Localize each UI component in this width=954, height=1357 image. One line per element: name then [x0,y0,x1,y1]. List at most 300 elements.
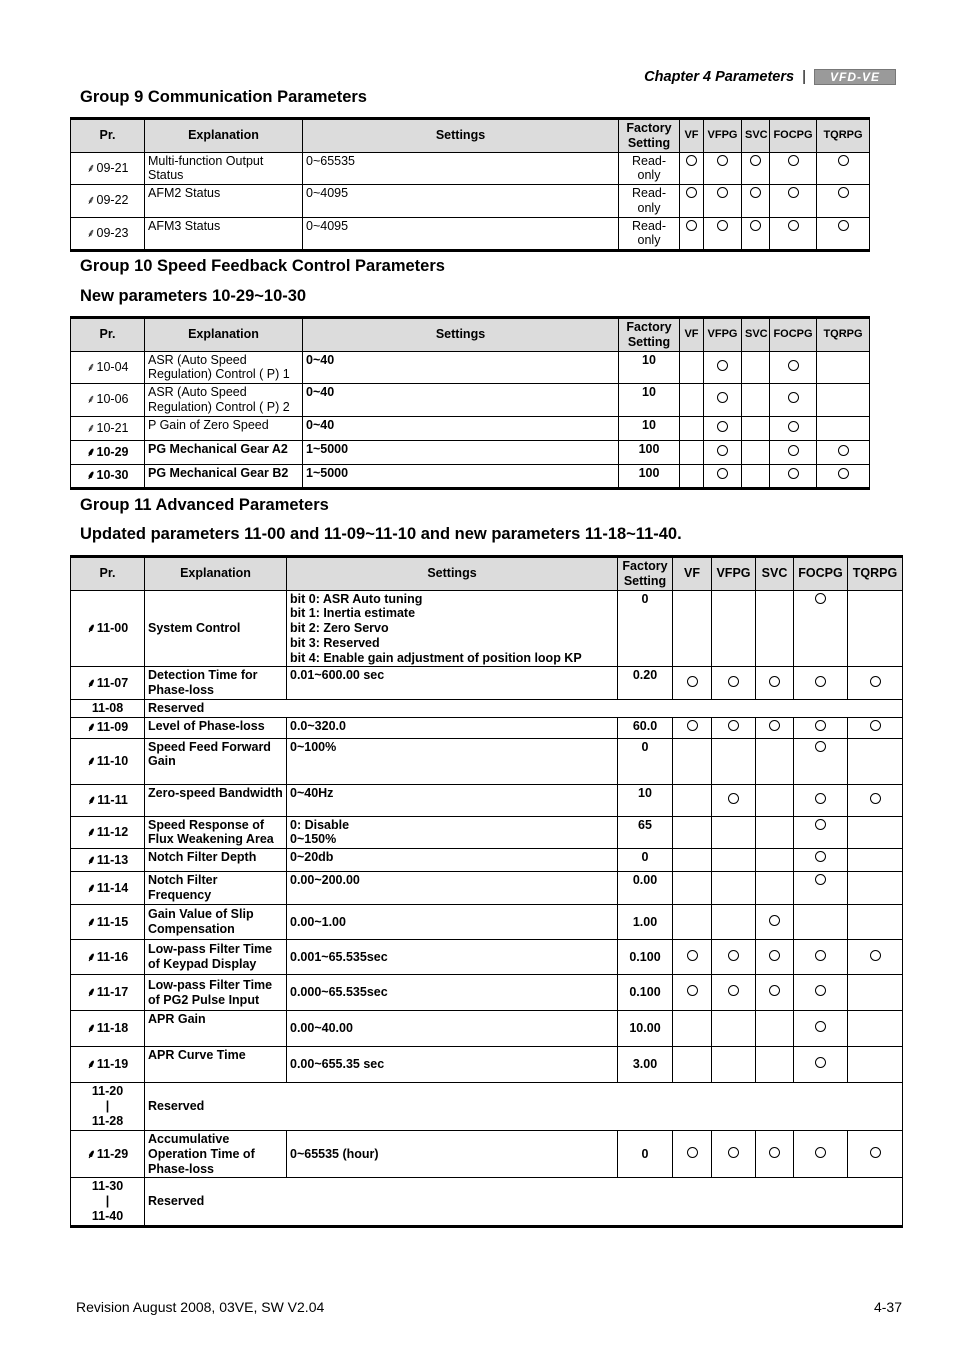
param-explanation: Reserved [145,1083,903,1131]
supported-circle-icon [769,985,780,996]
mode-cell-vfpg [712,872,756,905]
supported-circle-icon [815,950,826,961]
mode-cell-vfpg [712,940,756,975]
param-explanation: PG Mechanical Gear A2 [145,440,303,464]
col-pr: Pr. [71,557,145,591]
supported-circle-icon [788,392,799,403]
factory-setting: 100 [619,440,680,464]
param-settings: 0~20db [287,849,618,872]
param-number: ⸙10-04 [71,351,145,384]
mode-cell-focpg [794,940,848,975]
mode-cell-svc [742,185,770,218]
supported-circle-icon [728,720,739,731]
mode-cell-svc [756,590,794,667]
factory-setting: 0.100 [618,975,673,1011]
supported-circle-icon [728,985,739,996]
param-number: ⸙09-23 [71,217,145,251]
supported-circle-icon [788,445,799,456]
param-explanation: APR Gain [145,1011,287,1047]
param-settings: 1~5000 [303,464,619,488]
mode-cell-svc [756,849,794,872]
param-number: ⸙11-18 [71,1011,145,1047]
supported-circle-icon [815,593,826,604]
param-settings: 0.00~655.35 sec [287,1047,618,1083]
col-tqrpg: TQRPG [848,557,903,591]
mode-cell-vfpg [712,1011,756,1047]
mode-cell-vf [673,849,712,872]
param-explanation: Speed Response of Flux Weakening Area [145,816,287,849]
col-focpg: FOCPG [770,318,817,352]
supported-circle-icon [870,676,881,687]
mode-cell-focpg [794,872,848,905]
supported-circle-icon [717,220,728,231]
col-focpg: FOCPG [794,557,848,591]
mode-cell-focpg [770,351,817,384]
mode-cell-vfpg [704,464,742,488]
edit-while-running-icon: ⸙ [86,949,96,964]
supported-circle-icon [870,793,881,804]
supported-circle-icon [717,421,728,432]
edit-while-running-icon: ⸙ [86,914,96,929]
table-row [71,185,870,218]
mode-cell-focpg [794,816,848,849]
supported-circle-icon [838,187,849,198]
factory-setting: Read-only [619,152,680,185]
param-explanation: P Gain of Zero Speed [145,416,303,440]
supported-circle-icon [815,851,826,862]
param-settings: 0.0~320.0 [287,717,618,738]
param-number: 11-30 | 11-40 [71,1178,145,1226]
col-settings: Settings [303,318,619,352]
edit-while-running-icon: ⸙ [86,193,96,208]
table-row [71,1083,903,1131]
supported-circle-icon [769,720,780,731]
mode-cell-vf [680,185,704,218]
mode-cell-tqrpg [848,1131,903,1178]
group11-heading: Group 11 Advanced Parameters [80,496,329,514]
mode-cell-vf [673,717,712,738]
table-row [71,1178,903,1226]
edit-while-running-icon: ⸙ [86,444,96,459]
col-tqrpg: TQRPG [817,119,870,153]
col-settings: Settings [287,557,618,591]
mode-cell-tqrpg [817,416,870,440]
table-row [71,699,903,717]
table-row [71,940,903,975]
edit-while-running-icon: ⸙ [86,420,96,435]
supported-circle-icon [815,676,826,687]
mode-cell-svc [756,1047,794,1083]
table-row [71,1131,903,1178]
mode-cell-tqrpg [817,185,870,218]
mode-cell-focpg [794,784,848,816]
mode-cell-focpg [770,440,817,464]
table-row [71,217,870,251]
param-explanation: Speed Feed Forward Gain [145,738,287,784]
param-explanation: Low-pass Filter Time of PG2 Pulse Input [145,975,287,1011]
supported-circle-icon [728,676,739,687]
mode-cell-vf [680,440,704,464]
supported-circle-icon [788,187,799,198]
edit-while-running-icon: ⸙ [86,753,96,768]
mode-cell-tqrpg [848,872,903,905]
table-row [71,816,903,849]
group11-table [70,555,903,1228]
mode-cell-vfpg [712,1047,756,1083]
mode-cell-vf [673,905,712,940]
mode-cell-vf [673,590,712,667]
col-explanation: Explanation [145,557,287,591]
mode-cell-vfpg [704,217,742,251]
mode-cell-tqrpg [848,590,903,667]
param-number: ⸙11-00 [71,590,145,667]
col-pr: Pr. [71,119,145,153]
mode-cell-focpg [794,905,848,940]
mode-cell-focpg [794,717,848,738]
param-explanation: APR Curve Time [145,1047,287,1083]
param-settings: 0~4095 [303,217,619,251]
mode-cell-vfpg [704,384,742,417]
param-settings: 0~4095 [303,185,619,218]
table-row [71,849,903,872]
edit-while-running-icon: ⸙ [86,392,96,407]
supported-circle-icon [717,468,728,479]
mode-cell-svc [756,738,794,784]
chapter-title: Chapter 4 Parameters [644,68,795,85]
edit-while-running-icon: ⸙ [86,1057,96,1072]
edit-while-running-icon: ⸙ [86,985,96,1000]
factory-setting: 10 [618,784,673,816]
supported-circle-icon [815,874,826,885]
supported-circle-icon [870,950,881,961]
param-settings: 0~65535 [303,152,619,185]
mode-cell-vf [673,1011,712,1047]
mode-cell-vfpg [712,1131,756,1178]
factory-setting: Read-only [619,217,680,251]
edit-while-running-icon: ⸙ [86,824,96,839]
supported-circle-icon [788,360,799,371]
param-explanation: Level of Phase-loss [145,717,287,738]
edit-while-running-icon: ⸙ [86,1146,96,1161]
mode-cell-focpg [794,738,848,784]
supported-circle-icon [815,819,826,830]
supported-circle-icon [717,360,728,371]
supported-circle-icon [769,950,780,961]
mode-cell-tqrpg [848,1047,903,1083]
col-vf: VF [673,557,712,591]
mode-cell-vf [673,816,712,849]
factory-setting: 0 [618,1131,673,1178]
param-number: ⸙11-09 [71,717,145,738]
supported-circle-icon [815,720,826,731]
supported-circle-icon [838,468,849,479]
mode-cell-svc [742,152,770,185]
col-tqrpg: TQRPG [817,318,870,352]
param-number: ⸙11-16 [71,940,145,975]
table-row [71,667,903,700]
mode-cell-vfpg [712,784,756,816]
mode-cell-tqrpg [817,152,870,185]
param-explanation: Notch Filter Frequency [145,872,287,905]
edit-while-running-icon: ⸙ [86,852,96,867]
mode-cell-svc [756,717,794,738]
edit-while-running-icon: ⸙ [86,720,96,735]
supported-circle-icon [687,950,698,961]
mode-cell-vfpg [704,152,742,185]
col-vfpg: VFPG [712,557,756,591]
param-explanation: Zero-speed Bandwidth [145,784,287,816]
mode-cell-svc [756,940,794,975]
supported-circle-icon [788,421,799,432]
param-settings: 0~40 [303,416,619,440]
col-vf: VF [680,318,704,352]
supported-circle-icon [686,187,697,198]
mode-cell-vf [673,667,712,700]
edit-while-running-icon: ⸙ [86,1021,96,1036]
table-row [71,975,903,1011]
table-row [71,905,903,940]
mode-cell-vfpg [712,667,756,700]
param-explanation: Gain Value of Slip Compensation [145,905,287,940]
mode-cell-tqrpg [848,784,903,816]
param-number: 11-08 [71,699,145,717]
mode-cell-vfpg [704,440,742,464]
col-explanation: Explanation [145,119,303,153]
factory-setting: 60.0 [618,717,673,738]
edit-while-running-icon: ⸙ [86,675,96,690]
supported-circle-icon [750,187,761,198]
edit-while-running-icon: ⸙ [86,880,96,895]
param-number: ⸙11-13 [71,849,145,872]
factory-setting: 0.20 [618,667,673,700]
col-factory: Factory Setting [619,318,680,352]
vfd-ve-logo: VFD-VE [814,69,896,85]
mode-cell-vf [673,784,712,816]
mode-cell-focpg [770,416,817,440]
param-settings: 0.00~1.00 [287,905,618,940]
factory-setting: 100 [619,464,680,488]
supported-circle-icon [769,676,780,687]
edit-while-running-icon: ⸙ [86,621,96,635]
supported-circle-icon [717,187,728,198]
factory-setting: 10.00 [618,1011,673,1047]
mode-cell-tqrpg [848,738,903,784]
col-svc: SVC [742,119,770,153]
col-vfpg: VFPG [704,318,742,352]
mode-cell-vf [673,1131,712,1178]
edit-while-running-icon: ⸙ [86,225,96,240]
param-explanation: Low-pass Filter Time of Keypad Display [145,940,287,975]
param-explanation: Multi-function Output Status [145,152,303,185]
table-row [71,464,870,488]
mode-cell-tqrpg [817,464,870,488]
mode-cell-svc [742,351,770,384]
mode-cell-focpg [794,1047,848,1083]
factory-setting: 0.100 [618,940,673,975]
table-row [71,351,870,384]
mode-cell-svc [756,1131,794,1178]
table-row [71,738,903,784]
supported-circle-icon [769,915,780,926]
mode-cell-focpg [794,1131,848,1178]
param-number: ⸙11-12 [71,816,145,849]
mode-cell-vfpg [712,849,756,872]
group11-subheading: Updated parameters 11-00 and 11-09~11-10 and new parameters 11-18~11-40. [80,525,682,543]
param-settings: 0~100% [287,738,618,784]
mode-cell-vfpg [712,975,756,1011]
col-factory: Factory Setting [618,557,673,591]
edit-while-running-icon: ⸙ [86,468,96,483]
col-svc: SVC [756,557,794,591]
param-explanation: Reserved [145,699,903,717]
supported-circle-icon [750,155,761,166]
param-number: ⸙11-11 [71,784,145,816]
supported-circle-icon [769,1147,780,1158]
mode-cell-vf [680,152,704,185]
table-row [71,872,903,905]
param-number: ⸙11-07 [71,667,145,700]
supported-circle-icon [788,220,799,231]
mode-cell-svc [742,464,770,488]
group10-subheading: New parameters 10-29~10-30 [80,287,307,305]
supported-circle-icon [815,1021,826,1032]
mode-cell-tqrpg [848,975,903,1011]
mode-cell-vfpg [712,590,756,667]
mode-cell-svc [756,975,794,1011]
factory-setting: 10 [619,351,680,384]
footer-page-number: 4-37 [873,1299,902,1315]
param-explanation: Detection Time for Phase-loss [145,667,287,700]
param-number: 11-20 | 11-28 [71,1083,145,1131]
param-explanation: Notch Filter Depth [145,849,287,872]
param-explanation: PG Mechanical Gear B2 [145,464,303,488]
edit-while-running-icon: ⸙ [86,160,96,175]
param-settings: 0: Disable 0~150% [287,816,618,849]
param-settings: 0~65535 (hour) [287,1131,618,1178]
supported-circle-icon [815,793,826,804]
factory-setting: 1.00 [618,905,673,940]
col-settings: Settings [303,119,619,153]
group9-heading: Group 9 Communication Parameters [80,88,367,106]
mode-cell-svc [756,667,794,700]
mode-cell-svc [756,872,794,905]
col-vf: VF [680,119,704,153]
factory-setting: 65 [618,816,673,849]
supported-circle-icon [815,985,826,996]
param-settings: bit 0: ASR Auto tuning bit 1: Inertia estimate bit 2: Zero Servo bit 3: Reserved bit 4: Enable gain adjustment of position loop KP [287,590,618,667]
supported-circle-icon [815,741,826,752]
factory-setting: 10 [619,384,680,417]
group9-table [70,117,870,252]
mode-cell-tqrpg [848,816,903,849]
param-number: ⸙11-17 [71,975,145,1011]
mode-cell-svc [742,440,770,464]
mode-cell-focpg [794,849,848,872]
mode-cell-tqrpg [848,940,903,975]
supported-circle-icon [728,1147,739,1158]
supported-circle-icon [728,793,739,804]
param-settings: 0~40Hz [287,784,618,816]
mode-cell-focpg [794,1011,848,1047]
col-svc: SVC [742,318,770,352]
param-settings: 0.001~65.535sec [287,940,618,975]
mode-cell-tqrpg [848,1011,903,1047]
supported-circle-icon [815,1147,826,1158]
table-row [71,1011,903,1047]
mode-cell-svc [742,384,770,417]
mode-cell-tqrpg [848,905,903,940]
supported-circle-icon [838,155,849,166]
mode-cell-tqrpg [848,849,903,872]
param-number: ⸙10-21 [71,416,145,440]
mode-cell-focpg [770,464,817,488]
param-number: ⸙09-22 [71,185,145,218]
param-number: ⸙10-29 [71,440,145,464]
param-number: ⸙11-29 [71,1131,145,1178]
mode-cell-tqrpg [817,440,870,464]
param-settings: 1~5000 [303,440,619,464]
mode-cell-focpg [794,590,848,667]
mode-cell-svc [756,784,794,816]
supported-circle-icon [788,155,799,166]
table-row [71,440,870,464]
supported-circle-icon [717,155,728,166]
mode-cell-svc [742,416,770,440]
param-settings: 0~40 [303,384,619,417]
table-row [71,784,903,816]
col-focpg: FOCPG [770,119,817,153]
mode-cell-vf [673,975,712,1011]
mode-cell-vfpg [704,351,742,384]
table-row [71,384,870,417]
mode-cell-tqrpg [817,351,870,384]
header-separator: | [802,68,806,85]
mode-cell-vf [673,738,712,784]
edit-while-running-icon: ⸙ [86,359,96,374]
param-explanation: ASR (Auto Speed Regulation) Control ( P) 2 [145,384,303,417]
mode-cell-vfpg [712,717,756,738]
mode-cell-focpg [770,152,817,185]
mode-cell-vf [680,351,704,384]
mode-cell-vf [673,872,712,905]
col-pr: Pr. [71,318,145,352]
param-explanation: AFM3 Status [145,217,303,251]
param-explanation: Reserved [145,1178,903,1226]
param-settings: 0.000~65.535sec [287,975,618,1011]
param-number: ⸙11-10 [71,738,145,784]
mode-cell-tqrpg [848,717,903,738]
col-factory: Factory Setting [619,119,680,153]
page-header [644,68,896,85]
param-number: ⸙11-15 [71,905,145,940]
mode-cell-vfpg [704,416,742,440]
param-settings: 0~40 [303,351,619,384]
edit-while-running-icon: ⸙ [87,792,97,807]
table-row [71,152,870,185]
group10-table [70,316,870,490]
param-settings: 0.01~600.00 sec [287,667,618,700]
supported-circle-icon [838,220,849,231]
supported-circle-icon [717,392,728,403]
table-row [71,1047,903,1083]
mode-cell-focpg [770,384,817,417]
supported-circle-icon [717,445,728,456]
param-settings: 0.00~40.00 [287,1011,618,1047]
group10-heading: Group 10 Speed Feedback Control Parameters [80,257,445,275]
factory-setting: 0 [618,849,673,872]
col-explanation: Explanation [145,318,303,352]
factory-setting: 10 [619,416,680,440]
